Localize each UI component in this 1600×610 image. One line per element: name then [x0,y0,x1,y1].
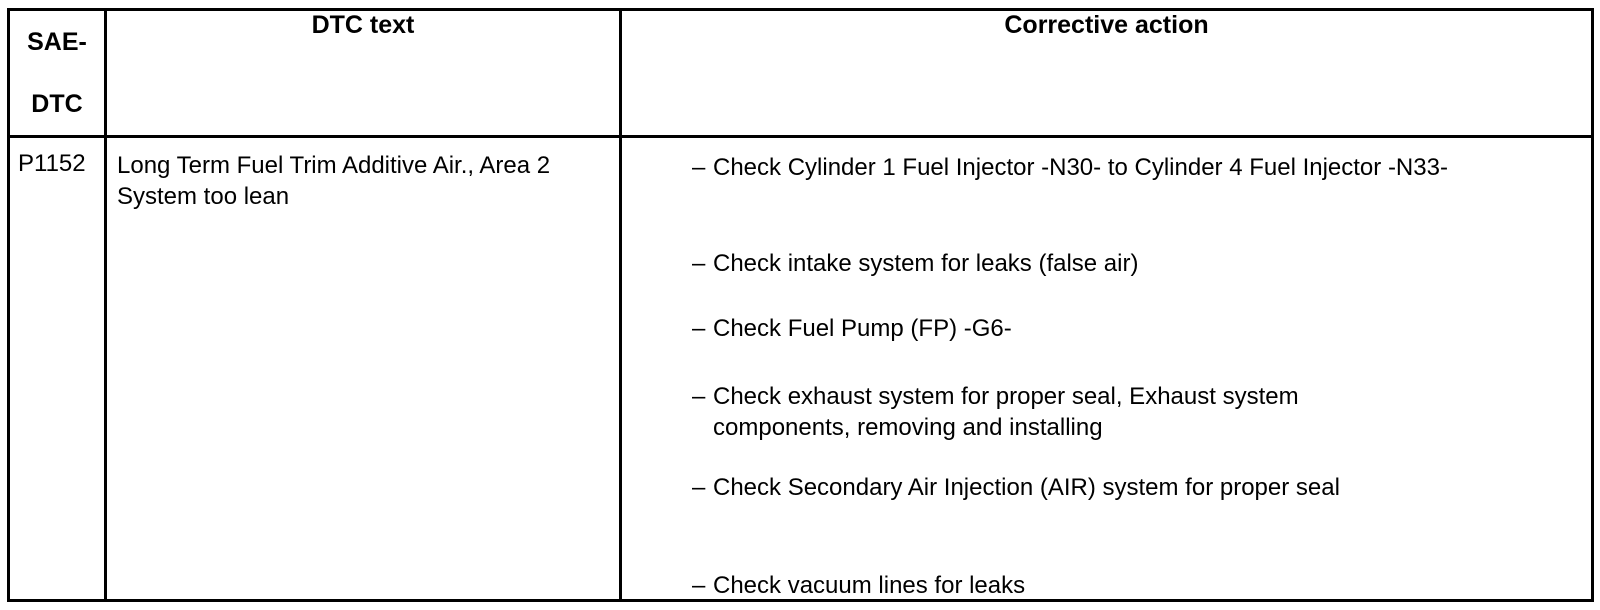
header-corrective-action: Corrective action [621,10,1593,137]
dash-bullet-icon: – [692,572,706,599]
corrective-action-cell [621,137,1593,601]
dash-bullet-icon: – [692,154,706,181]
header-sae-dtc [9,10,106,137]
table-row [9,137,1593,601]
action-text: Check exhaust system for proper seal, Exhaust system components, removing and installing [713,383,1299,441]
action-text: Check vacuum lines for leaks [713,572,1026,599]
list-item [692,152,1581,183]
list-item [692,570,1581,601]
action-text: Check Cylinder 1 Fuel Injector -N30- to Cylinder 4 Fuel Injector -N33- [713,154,1448,181]
dash-bullet-icon: – [692,250,706,277]
list-item [692,248,1581,279]
dash-bullet-icon: – [692,383,706,410]
action-text: Check Fuel Pump (FP) -G6- [713,315,1012,342]
dash-bullet-icon: – [692,474,706,501]
header-row [9,10,1593,137]
list-item [692,472,1581,503]
action-text: Check intake system for leaks (false air) [713,250,1139,277]
header-sae-dtc-line2: DTC [31,90,83,118]
list-item [692,381,1391,443]
dash-bullet-icon: – [692,315,706,342]
dtc-text-cell: Long Term Fuel Trim Additive Air., Area 2 System too lean [106,137,621,601]
header-sae-dtc-line1: SAE- [27,28,87,56]
dtc-code-cell: P1152 [9,137,106,601]
list-item [692,313,1581,344]
dtc-table [7,8,1594,602]
header-dtc-text: DTC text [106,10,621,137]
action-text: Check Secondary Air Injection (AIR) system for proper seal [713,474,1340,501]
